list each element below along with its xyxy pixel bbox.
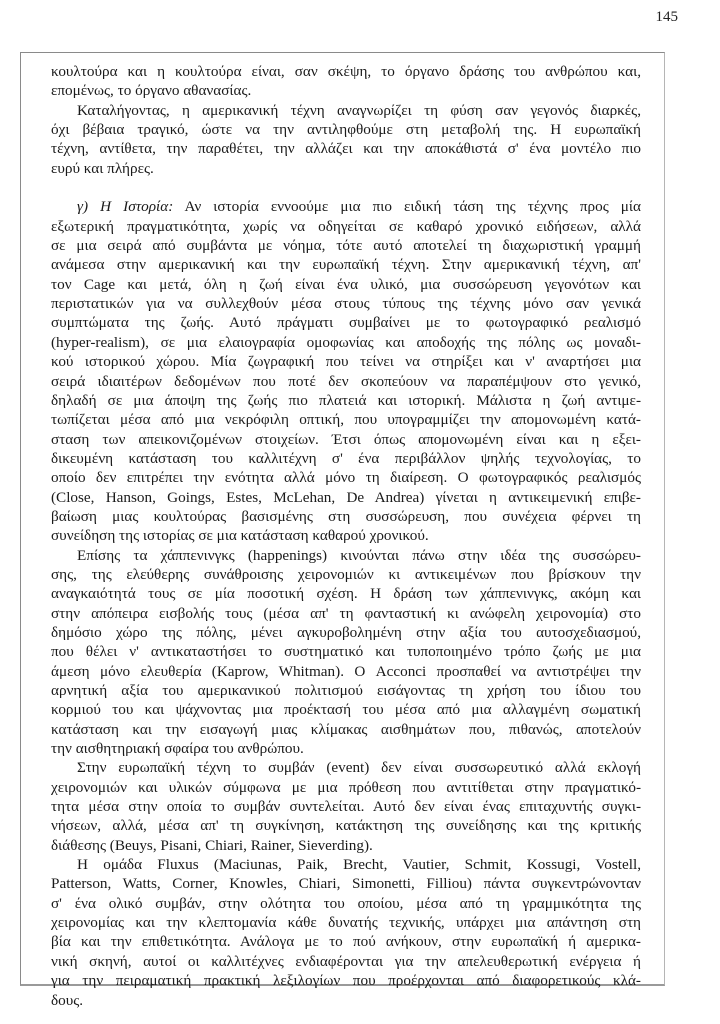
text-line: Καταλήγοντας, η αμερικανική τέχνη αναγνωρίζει τη φύση σαν γεγονός διαρκές, [77,101,641,119]
text-line: χειρονομιών και υλικών σύμφωνα με μια πρόθεση που αντιτίθεται στην πραγματικό- [51,778,641,796]
text-line: σης, της ελεύθερης συνάθροισης χειρονομιών κι αντικειμένων που βρίσκουν την [51,565,641,583]
text-line: βαίωση μιας κουλτούρας βασισμένης στη συσσώρευση, που συνέχεια φέρνει τη [51,507,641,525]
text-line: κατάσταση και την εισαγωγή μιας κλίμακας αισθημάτων που, πιθανώς, αποτελούν [51,720,641,738]
text-line: σ' ένα ολικό συμβάν, στην ολότητα του οποίου, μέσα από τη γραμμικότητα της [51,894,641,912]
text-line: δικευμένη κατάσταση του καλλιτέχνη σ' ένα περιβάλλον ψηλής τεχνολογίας, το [51,449,641,467]
body-text [51,62,641,1010]
text-line: επομένως, το όργανο αθανασίας. [51,82,252,100]
text-line: Επίσης τα χάππενινγκς (happenings) κινούνται πάνω στην ιδέα της συσσώρευ- [77,546,641,564]
paragraph [51,62,641,101]
text-line: σταση των απεικονιζομένων στοιχείων. Έτσι όπως απομονωμένη είναι και η εξει- [51,430,641,448]
text-line: στην απόπειρα εισβολής τους (μέσα απ' τη φανταστική κι ανώφελη χειρονομία) στο [51,604,641,622]
text-line: κού ιστορικού χώρου. Μία ζωγραφική που τείνει να στηρίξει και ν' αναρτήσει μια [51,353,641,371]
text-line: αναγκαιότητά τους σε μία ποσοτική σχέση. Η δράση των χάππενινγκς, ακόμη και [51,585,641,603]
text-line: (Close, Hanson, Goings, Estes, McLehan, De Andrea) γίνεται η αντικειμενική επιβε- [51,488,641,506]
text-line: δους. [51,991,84,1009]
text-line: ευρύ και πλήρες. [51,159,154,177]
page-number: 145 [655,9,678,25]
section-heading: γ) Η Ιστορία: [77,198,174,216]
text-line: που θέλει ν' αντικαταστήσει το συστηματικό και τυποποιημένο τρόπο ζωής με μια [51,643,641,661]
text-line: συμπτώματα της ζωής. Αυτό πράγματι συμβαίνει με το φωτογραφικό ρεαλισμό [51,314,641,332]
text-line: διάθεσης (Beuys, Pisani, Chiari, Rainer, Sieverding). [51,836,373,854]
text-line: σε μια σειρά από συμβάντα με νόημα, τότε αυτό αποτελεί τη διαχωριστική γραμμή [51,237,641,255]
text-line: βία και την επιθετικότητα. Ανάλογα με το πού ανήκουν, στην ευρωπαϊκή ή αμερικα- [51,933,641,951]
paragraph [51,101,641,178]
text-line: νήσεων, αλλά, μέσα απ' τη συγκίνηση, κατάκτηση της συνείδησης και της κριτικής [51,817,641,835]
text-line: περιστατικών για να συλλεχθούν μέσα στους τύπους της τέχνης μόνο σαν γενικά [51,295,641,313]
line-text: Αν ιστορία εννοούμε μια πιο ειδική τάση της τέχνης προς μία [173,198,641,216]
text-line: τητα μέσα στην οποία το συμβάν συντελείται. Αυτό δεν είναι ένας επιταχυντής συγκι- [51,798,641,816]
paragraph [51,546,641,759]
paragraph [51,855,641,1010]
text-line: τωπίζεται μέσα από μια νεκρόφιλη οπτική, που υπογραμμίζει την απομονωμένη κατά- [51,411,641,429]
text-line [51,197,641,216]
text-line: κουλτούρα και η κουλτούρα είναι, σαν σκέψη, το όργανο δράσης του ανθρώπου και, [51,63,641,80]
text-line: άμεση μόνο ελευθερία (Kaprow, Whitman). Ο Acconci προσπαθεί να αντιστρέψει την [51,662,641,680]
paragraph [51,758,641,855]
text-line: σειρά ιδιαιτέρων δεδομένων που ποτέ δεν σκοπεύουν να παραπέμψουν στο γενικό, [51,372,641,390]
text-line: χειρονομίας και την κλεπτομανία κάθε δυνατής τεχνικής, υπάρχει μια απάντηση στη [51,914,641,932]
text-line: όχι βέβαια τραγικό, ώστε να την αντιληφθούμε στη μεταβολή της. Η ευρωπαϊκή [51,121,641,139]
text-line: Στην ευρωπαϊκή τέχνη το συμβάν (event) δεν είναι συσσωρευτικό αλλά εκλογή [77,759,641,777]
paragraph [51,197,641,545]
text-line: δημόσιο χώρο της πόλης, μένει αγκυροβολημένη στην αξία του αυτοσχεδιασμού, [51,623,641,641]
text-line: κορμιού του και ψάχνοντας μια προέκτασή του μέσα από μια αλλαγμένη σωματική [51,701,641,719]
text-line: εξωτερική πραγματικότητα, χωρίς να οδηγείται σε καθαρό χρονικό ειδήσεων, αλλά [51,217,641,235]
text-line: συνείδηση της ιστορίας σε μια κατάσταση καθαρού χρονικού. [51,527,429,545]
paragraph-gap [51,178,641,197]
text-line: δηλαδή σε μια άποψη της ζωής πιο πλατειά και ιστορική. Μάλιστα η ζωή αντιμε- [51,391,641,409]
text-line: για την πειραματική πρακτική λεξιλογίων που προέρχονται από διαφορετικούς κλά- [51,972,641,990]
text-line: τέχνη, αντίθετα, την παραθέτει, την αλλάζει και την αποκάθιστά σ' ένα μοντέλο πιο [51,140,641,158]
text-line: αρνητική αξία του αμερικανικού πολιτισμού εισάγοντας τη χρήση του ίδιου του [51,682,641,699]
text-line: (hyper-realism), σε μια ελαιογραφία ομοφωνίας και αποδοχής της πόλης ως μοναδι- [51,333,641,351]
text-line: νική σκηνή, αυτοί οι καλλιτέχνες ενδιαφέρονται για την απελευθερωτική ενέργεια ή [51,952,641,970]
text-line: ανάμεσα στην αμερικανική και την ευρωπαϊκή τέχνη. Στην αμερικανική τέχνη, απ' [51,256,641,274]
text-line: τον Cage και μετά, όλη η ζωή είναι ένα υλικό, μια συσσώρευση γεγονότων και [51,275,641,293]
text-line: οποίο δεν επιτρέπει την ενότητα αλλά μόνο τη διαίρεση. Ο φωτογραφικός ρεαλισμός [51,469,641,487]
text-line: Η ομάδα Fluxus (Maciunas, Paik, Brecht, Vautier, Schmit, Kossugi, Vostell, [77,856,641,874]
text-line: Patterson, Watts, Corner, Knowles, Chiari, Simonetti, Filliou) πάντα συγκεντρώνονταν [51,875,641,893]
text-line: την αισθητηριακή σφαίρα του ανθρώπου. [51,740,304,758]
